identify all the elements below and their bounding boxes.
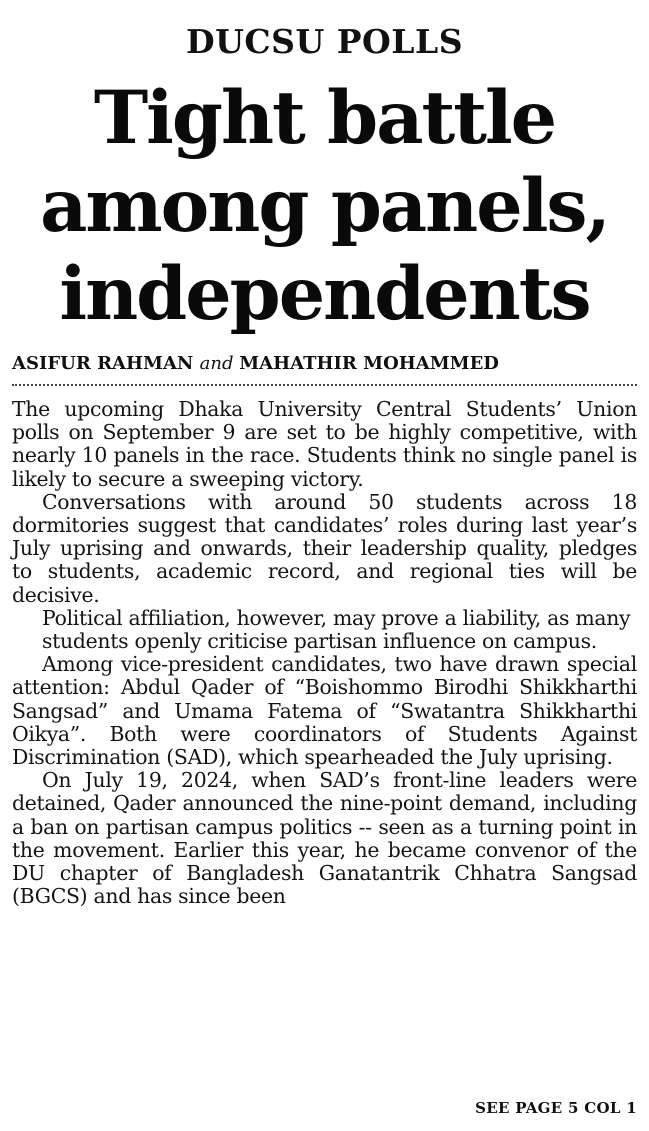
headline-line-3: independents xyxy=(59,251,590,337)
paragraph-5: On July 19, 2024, when SAD’s front-line leaders were detained, Qader announced the nine-point demand, including a ban on partisan campus politics -- seen as a turning point in the movement. Earlier this year, he became convenor of the DU chapter of Bangladesh Ganatantrik Chhatra Sangsad (BGCS) and has since been xyxy=(12,768,637,909)
paragraph-2: Conversations with around 50 students across 18 dormitories suggest that candidates’ roles during last year’s July uprising and onwards, their leadership quality, pledges to students, academic record, and regional ties will be decisive. xyxy=(12,489,637,607)
paragraph-3-continued: students openly criticise partisan influence on campus. xyxy=(42,629,597,654)
headline xyxy=(12,74,637,338)
paragraph-4: Among vice-president candidates, two have drawn special attention: Abdul Qader of “Boishommo Birodhi Shikkharthi Sangsad” and Umama Fatema of “Swatantra Shikkharthi Oikya”. Both were coordinators of Students Against Discrimination (SAD), which spearheaded the July uprising. xyxy=(12,652,637,770)
byline xyxy=(12,352,637,376)
continuation-reference: SEE PAGE 5 COL 1 xyxy=(475,1099,637,1117)
byline-conjunction: and xyxy=(199,353,240,374)
headline-line-2: among panels, xyxy=(40,163,609,249)
headline-line-1: Tight battle xyxy=(93,75,556,161)
paragraph-1: The upcoming Dhaka University Central Students’ Union polls on September 9 are set to be highly competitive, with nearly 10 panels in the race. Students think no single panel is likely to secure a sweeping victory. xyxy=(12,397,637,491)
kicker: DUCSU POLLS xyxy=(185,22,464,61)
byline-author-2: MAHATHIR MOHAMMED xyxy=(239,353,499,374)
article-body xyxy=(12,398,637,908)
dotted-divider xyxy=(12,384,637,386)
byline-author-1: ASIFUR RAHMAN xyxy=(12,353,194,374)
paragraph-3: Political affiliation, however, may prove a liability, as many xyxy=(42,605,631,630)
